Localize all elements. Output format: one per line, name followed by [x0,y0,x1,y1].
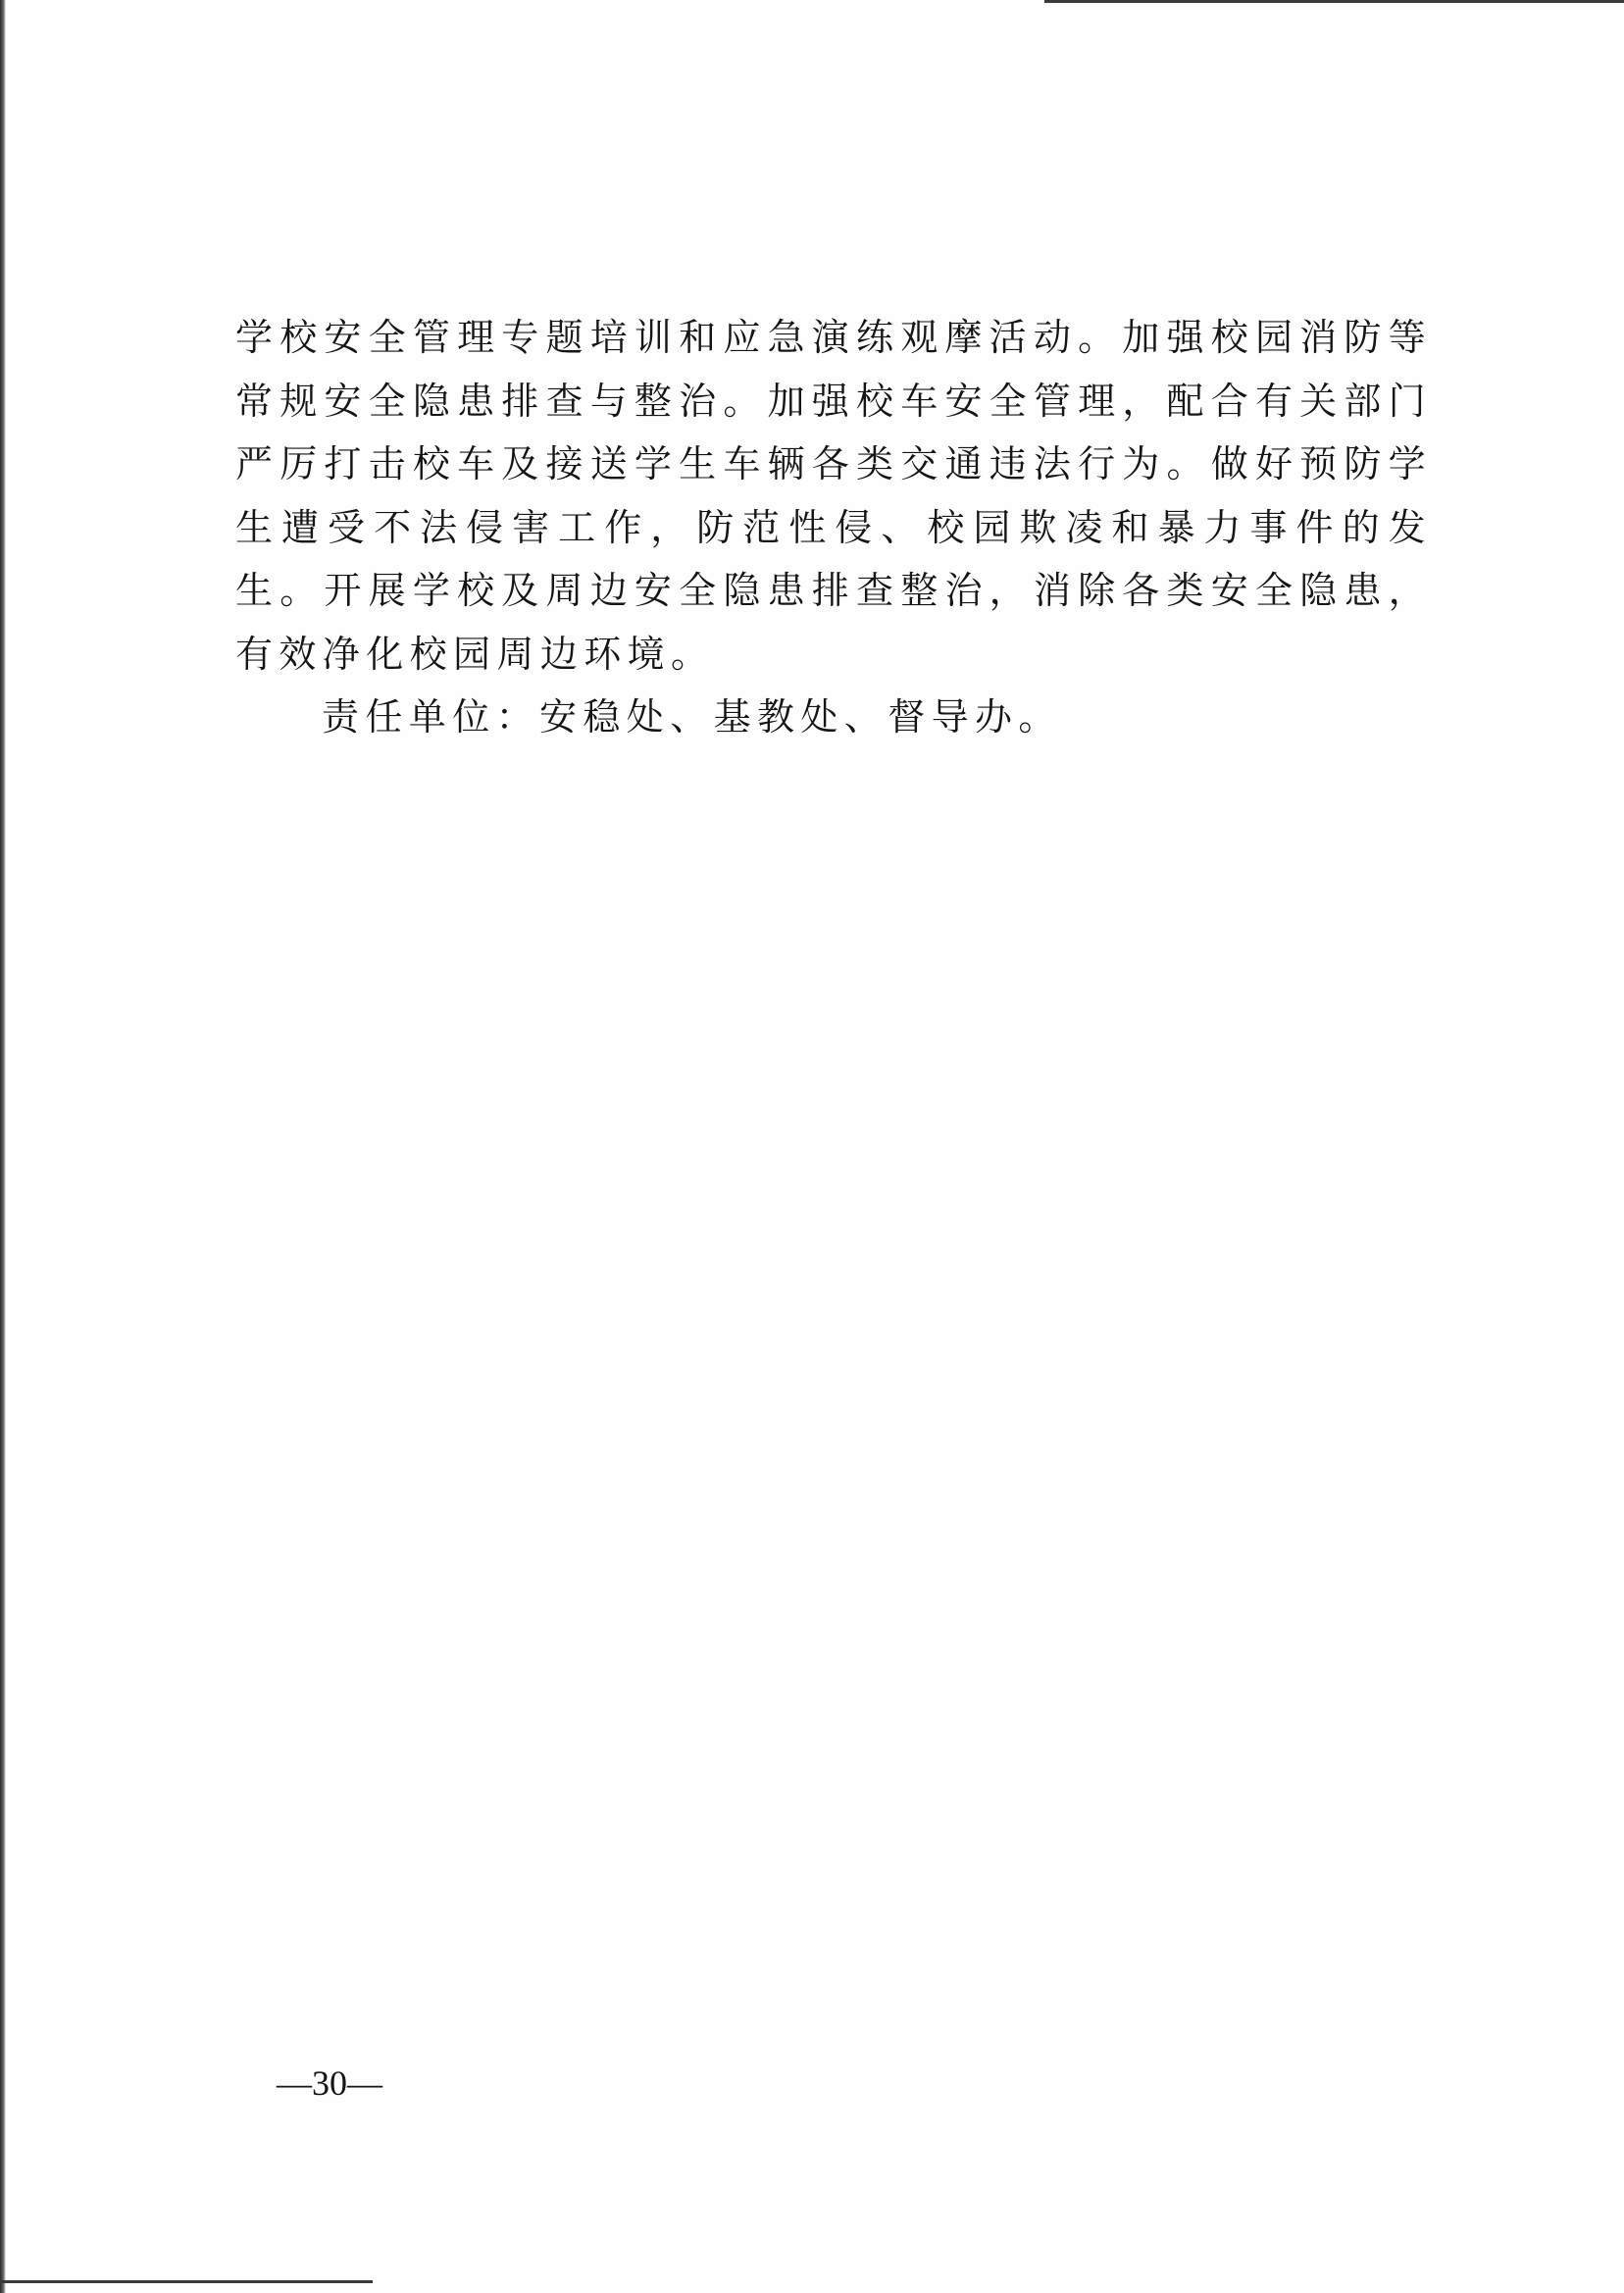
page-number: —30— [277,2064,382,2103]
scan-edge-shadow [0,0,6,2293]
document-body [235,306,1432,749]
paragraph-safety-measures: 学校安全管理专题培训和应急演练观摩活动。加强校园消防等常规安全隐患排查与整治。加强校车安全管理，配合有关部门严厉打击校车及接送学生车辆各类交通违法行为。做好预防学生遭受不法侵害工作，防范性侵、校园欺凌和暴力事件的发生。开展学校及周边安全隐患排查整治，消除各类安全隐患，有效净化校园周边环境。 [235,316,1432,676]
paragraph-responsible-units: 责任单位：安稳处、基教处、督导办。 [322,695,1062,739]
bottom-border-line [0,2280,373,2283]
top-border-line [1044,0,1624,3]
